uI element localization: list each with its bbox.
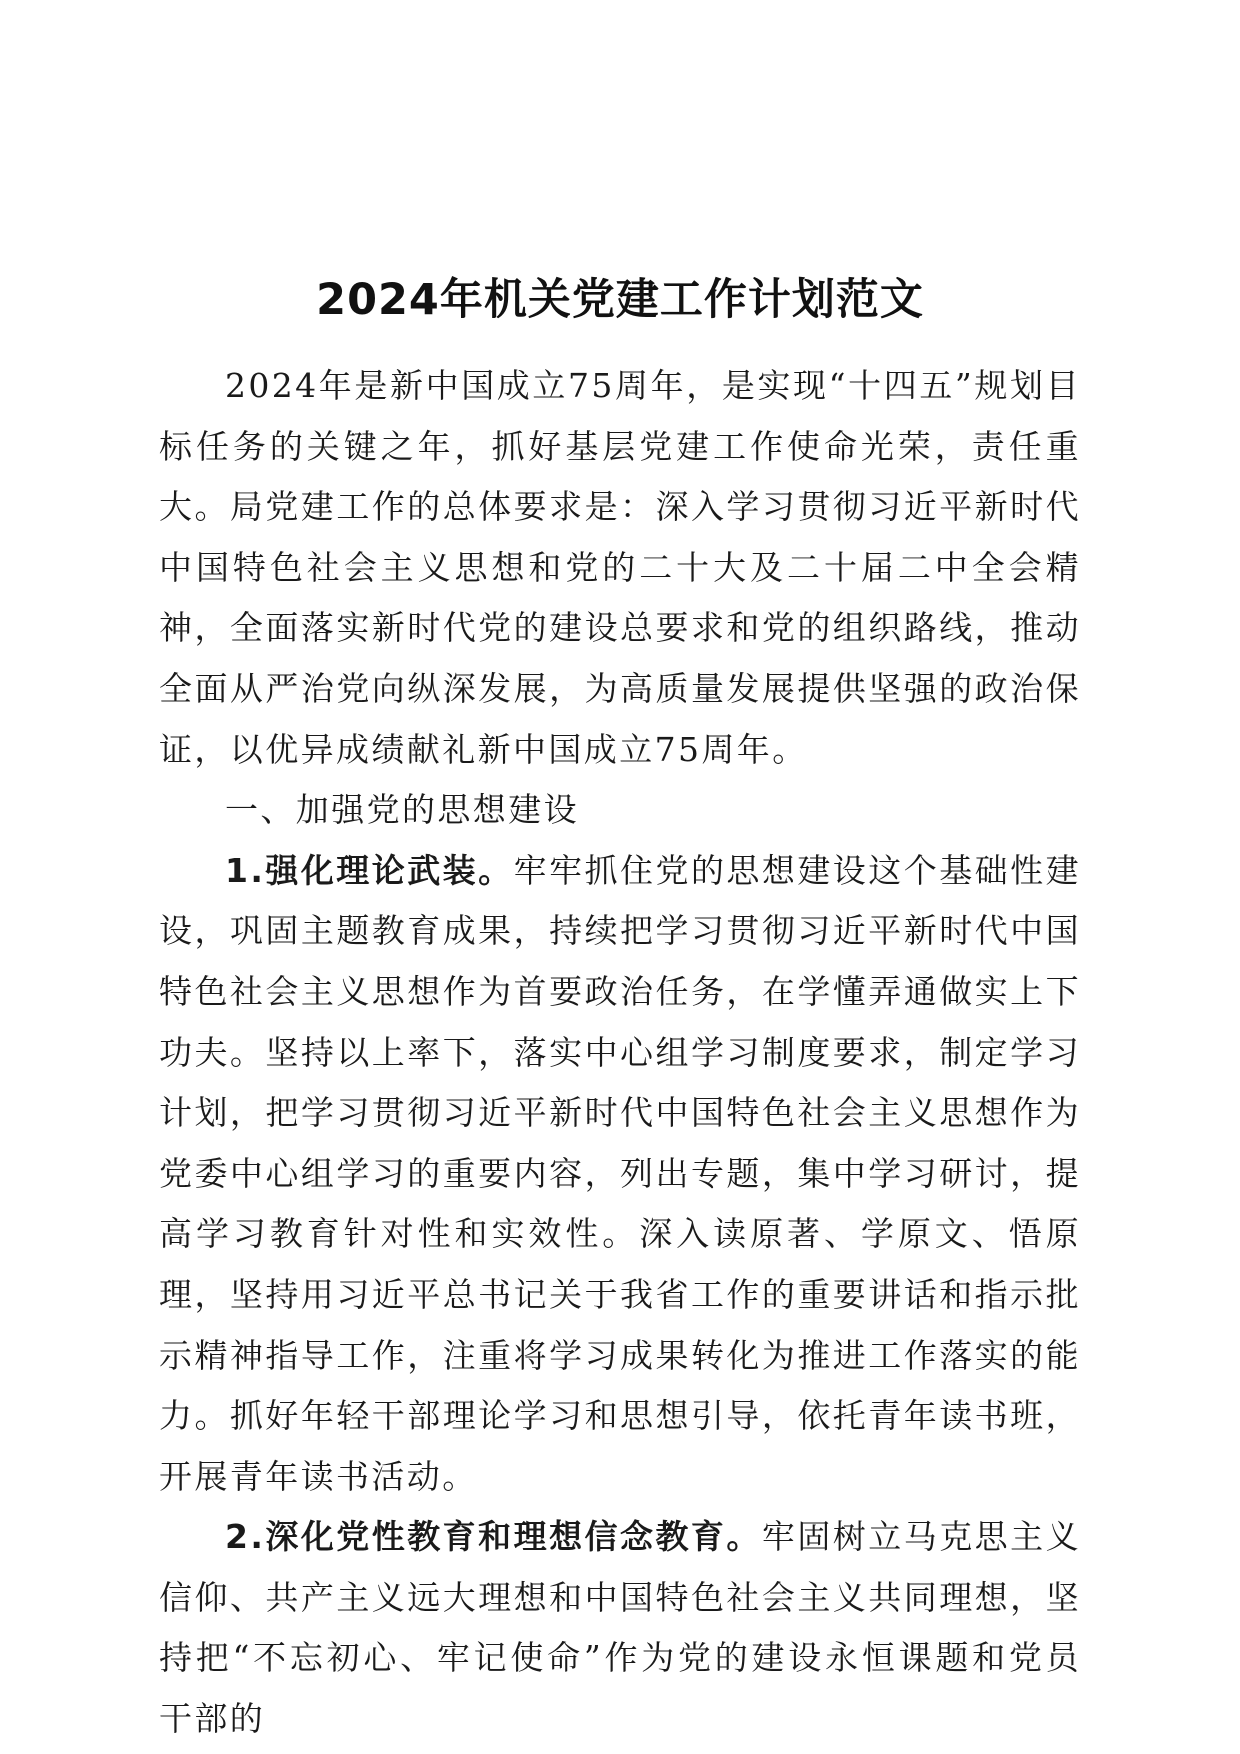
- item-text-2: 牢固树立马克思主义信仰、共产主义远大理想和中国特色社会主义共同理想，坚持把“不忘初心、牢记使命”作为党的建设永恒课题和党员干部的: [159, 1517, 1081, 1739]
- document-title: 2024年机关党建工作计划范文: [316, 275, 924, 325]
- item-text-1: 牢牢抓住党的思想建设这个基础性建设，巩固主题教育成果，持续把学习贯彻习近平新时代中国特色社会主义思想作为首要政治任务，在学懂弄通做实上下功夫。坚持以上率下，落实中心组学习制度要求，制定学习计划，把学习贯彻习近平新时代中国特色社会主义思想作为党委中心组学习的重要内容，列出专题，集中学习研讨，提高学习教育针对性和实效性。深入读原著、学原文、悟原理，坚持用习近平总书记关于我省工作的重要讲话和指示批示精神指导工作，注重将学习成果转化为推进工作落实的能力。抓好年轻干部理论学习和思想引导，依托青年读书班，开展青年读书活动。: [159, 850, 1081, 1496]
- item-paragraph-2: [159, 1507, 1081, 1749]
- item-lead-1: 1.强化理论武装。: [225, 850, 514, 890]
- intro-paragraph: 2024年是新中国成立75周年，是实现“十四五”规划目标任务的关键之年，抓好基层党建工作使命光荣，责任重大。局党建工作的总体要求是：深入学习贯彻习近平新时代中国特色社会主义思想和党的二十大及二十届二中全会精神，全面落实新时代党的建设总要求和党的组织路线，推动全面从严治党向纵深发展，为高质量发展提供坚强的政治保证，以优异成绩献礼新中国成立75周年。: [159, 366, 1081, 769]
- document-body: [159, 356, 1081, 1750]
- item-paragraph-1: [159, 841, 1081, 1508]
- item-lead-2: 2.深化党性教育和理想信念教育。: [225, 1517, 762, 1557]
- section-heading-1: 一、加强党的思想建设: [225, 790, 579, 830]
